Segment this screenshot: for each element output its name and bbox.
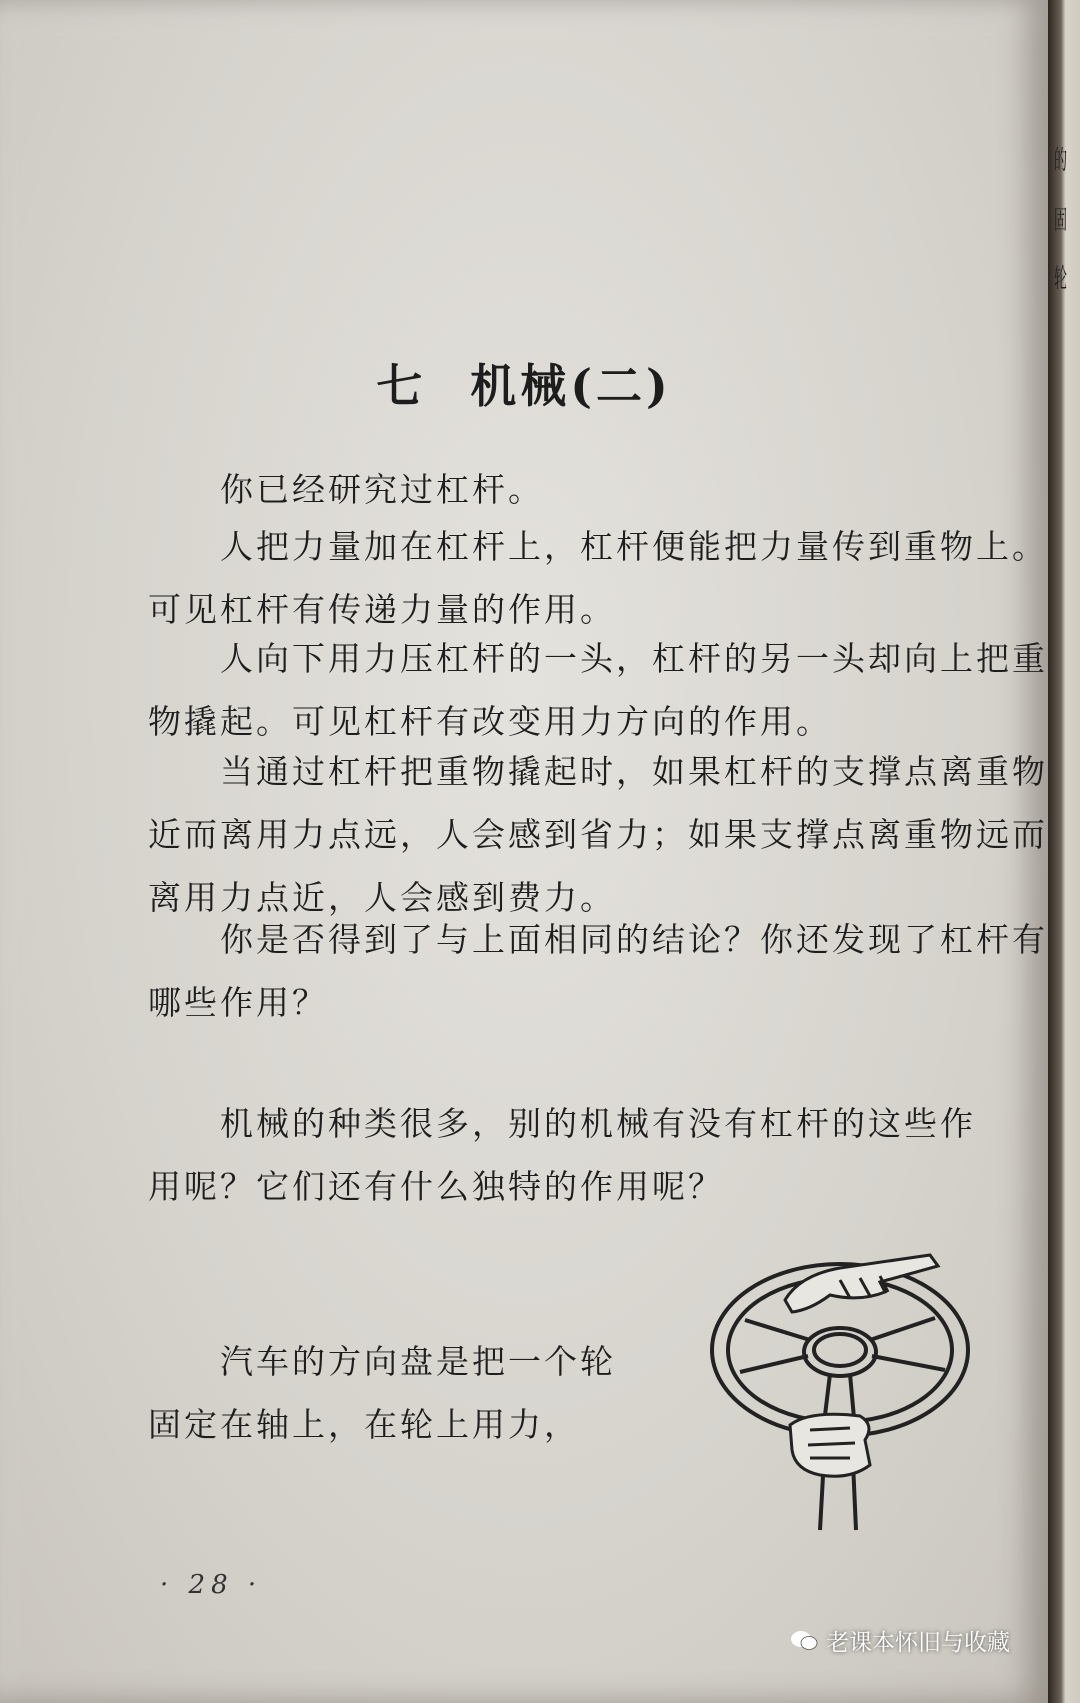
paragraph-2: 人把力量加在杠杆上，杠杆便能把力量传到重物上。可见杠杆有传递力量的作用。 — [148, 527, 1048, 629]
chapter-number: 七 — [376, 359, 427, 413]
book-spine — [1048, 0, 1080, 1703]
wheel-spoke-left — [740, 1320, 810, 1372]
paragraph-5: 你是否得到了与上面相同的结论？你还发现了杠杆有哪些作用？ — [148, 920, 1048, 1022]
paragraph-6: 机械的种类很多，别的机械有没有杠杆的这些作用呢？它们还有什么独特的作用呢？ — [148, 1104, 976, 1206]
paragraph-1: 你已经研究过杠杆。 — [220, 470, 544, 509]
paragraph-3: 人向下用力压杠杆的一头，杠杆的另一头却向上把重物撬起。可见杠杆有改变用力方向的作用。 — [148, 639, 1048, 741]
paragraph-4: 当通过杠杆把重物撬起时，如果杠杆的支撑点离重物近而离用力点远，人会感到省力；如果支撑点离重物远而离用力点近，人会感到费力。 — [148, 752, 1048, 917]
wheel-rim-inner — [728, 1278, 952, 1422]
chat-icon — [790, 1629, 818, 1653]
watermark — [790, 1624, 1010, 1657]
chapter-title: 机械(二) — [470, 359, 672, 413]
hand-top — [785, 1255, 938, 1312]
hand-bottom — [790, 1414, 870, 1476]
spine-glyph-2: 固 — [1054, 206, 1068, 236]
page-number: · 28 · — [160, 1570, 263, 1600]
steering-wheel-illustration — [700, 1240, 990, 1540]
watermark-text: 老课本怀旧与收藏 — [826, 1630, 1010, 1656]
spine-glyph-3: 轮 — [1054, 264, 1068, 294]
page-title — [0, 350, 1048, 416]
paragraph-7: 汽车的方向盘是把一个轮固定在轴上，在轮上用力， — [148, 1342, 616, 1444]
spine-glyph-1: 的 — [1054, 146, 1068, 176]
wheel-spoke-right — [870, 1318, 945, 1370]
